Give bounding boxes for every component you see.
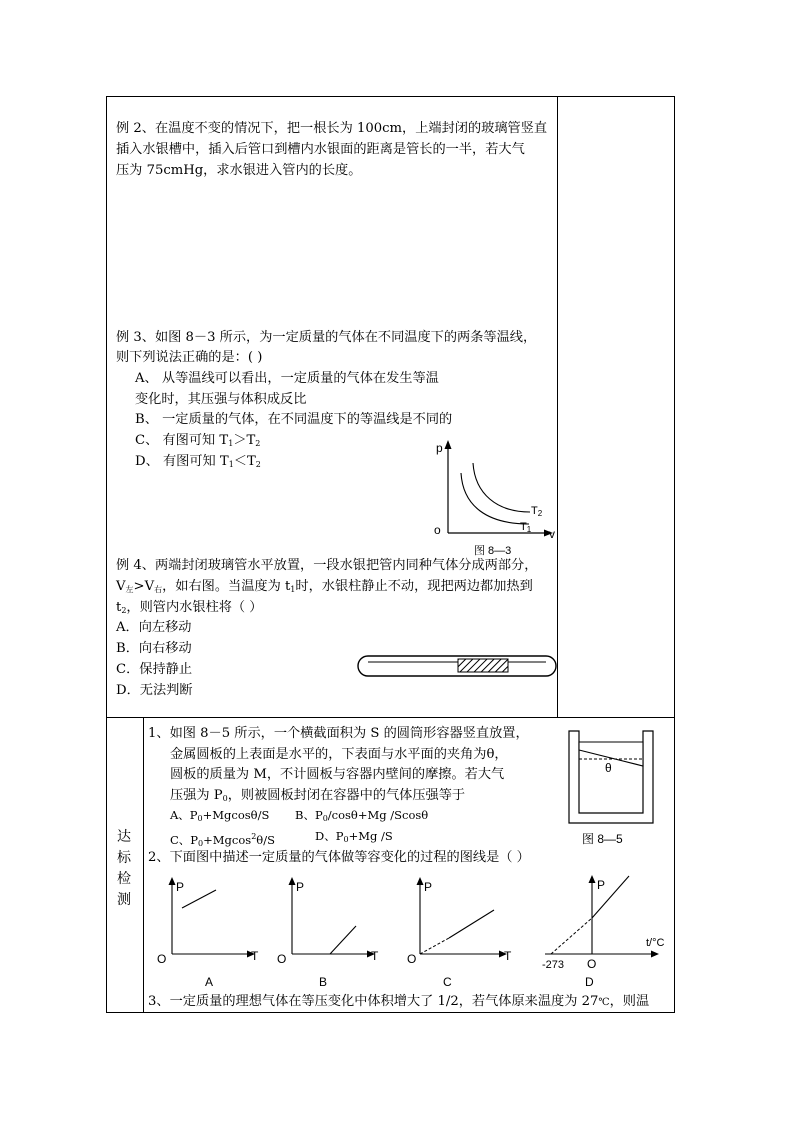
q1-line2: 金属圆板的上表面是水平的，下表面与水平面的夹角为θ， <box>170 747 508 762</box>
ex4-line2: $V_左>V_右$，如右图。当温度为 $t_1$时，水银柱静止不动，现把两边都加热到 <box>116 579 533 594</box>
isotherm-v-label: v <box>549 527 555 541</box>
table-right-border <box>674 96 675 1013</box>
ex3-option-d: D、 有图可知 $T_1<T_2$ <box>135 454 261 469</box>
table-left-border <box>106 96 107 1013</box>
q1-option-b: B、$P_0/\cos\theta+Mg$ /Scosθ <box>295 808 429 823</box>
graph-b-origin-label: O <box>277 952 287 966</box>
graph-b <box>270 870 390 992</box>
section-char-3: 检 <box>117 871 131 887</box>
ex2-line2: 插入水银槽中，插入后管口到槽内水银面的距离是管长的一半，若大气 <box>116 142 525 157</box>
isotherm-figure <box>425 436 557 560</box>
graph-d <box>537 868 673 992</box>
graph-a-t-label: T <box>251 949 259 963</box>
ex3-option-b: B、 一定质量的气体，在不同温度下的等温线是不同的 <box>135 412 453 427</box>
graph-d-t-label: t/°C <box>646 937 665 949</box>
graph-d-p-label: P <box>597 878 606 892</box>
graph-d-origin-label: O <box>587 957 597 971</box>
q1-line4: 压强为 $P_0$，则被圆板封闭在容器中的气体压强等于 <box>170 788 466 803</box>
ex4-option-d: D．无法判断 <box>116 683 193 698</box>
isotherm-p-label: p <box>436 441 443 455</box>
ex4-line3: $t_2$，则管内水银柱将（ ） <box>116 600 263 615</box>
section-char-1: 达 <box>117 829 131 845</box>
section-char-2: 标 <box>117 850 131 866</box>
q1-line1: 1、如图 8－5 所示，一个横截面积为 S 的圆筒形容器竖直放置， <box>148 726 529 741</box>
ex3-option-c: C、 有图可知 $T_1>T_2$ <box>135 433 261 448</box>
top-row-divider <box>557 96 558 718</box>
q1-line3: 圆板的质量为 M，不计圆板与容器内壁间的摩擦。若大气 <box>170 767 505 782</box>
isotherm-t1-label: T1 <box>520 521 532 534</box>
row-separator <box>106 717 675 718</box>
ex4-option-c: C．保持静止 <box>116 662 193 677</box>
ex3-option-a-line1: A、 从等温线可以看出，一定质量的气体在发生等温 <box>135 371 439 386</box>
glass-tube-figure <box>357 654 558 678</box>
q2-line1: 2、下面图中描述一定质量的气体做等容变化的过程的图线是（ ） <box>148 850 530 865</box>
cylinder-theta-label: θ <box>605 761 612 775</box>
graph-c <box>398 870 522 992</box>
q1-option-d: D、$P_0+Mg$ /S <box>315 829 393 844</box>
graph-c-t-label: T <box>504 949 512 963</box>
ex3-line1: 例 3、如图 8－3 所示，为一定质量的气体在不同温度下的两条等温线， <box>116 330 537 345</box>
graph-b-t-label: T <box>371 949 379 963</box>
q1-option-a: A、$P_0+Mgcos\theta/S$ <box>170 808 270 823</box>
graph-b-p-label: P <box>296 880 305 894</box>
graph-c-label: C <box>443 975 452 989</box>
isotherm-t2-label: T2 <box>531 505 543 518</box>
ex4-option-a: A．向左移动 <box>116 620 192 635</box>
graph-a-p-label: P <box>176 880 185 894</box>
q1-option-c: C、$P_0+Mgcos^2\theta/S$ <box>170 832 275 848</box>
ex4-line1: 例 4、两端封闭玻璃管水平放置，一段水银把管内同种气体分成两部分， <box>116 558 538 573</box>
isotherm-origin-label: o <box>434 523 441 537</box>
graph-a-origin-label: O <box>157 952 167 966</box>
graph-c-origin-label: O <box>407 952 417 966</box>
ex3-line2: 则下列说法正确的是：( ) <box>116 350 263 365</box>
graph-c-p-label: P <box>424 880 433 894</box>
graph-d-neg273-label: -273 <box>542 959 565 971</box>
ex3-option-a-line2: 变化时，其压强与体积成反比 <box>135 392 307 407</box>
ex4-option-b: B．向右移动 <box>116 641 192 656</box>
graph-a-label: A <box>205 975 214 989</box>
cylinder-caption: 图 8—5 <box>582 832 623 846</box>
isotherm-caption: 图 8—3 <box>474 545 512 557</box>
ex2-line1: 例 2、在温度不变的情况下，把一根长为 100cm，上端封闭的玻璃管竖直 <box>116 121 548 136</box>
q3-line1: 3、一定质量的理想气体在等压变化中体积增大了 1/2，若气体原来温度为 27℃，则温 <box>148 994 650 1009</box>
ex2-line3: 压为 75cmHg，求水银进入管内的长度。 <box>116 163 362 178</box>
graph-d-label: D <box>585 975 594 989</box>
bottom-row-divider <box>143 717 144 1013</box>
graph-b-label: B <box>319 975 328 989</box>
cylinder-figure <box>560 726 668 850</box>
section-char-4: 测 <box>117 892 131 908</box>
table-top-border <box>106 96 675 97</box>
graph-a <box>150 870 270 992</box>
